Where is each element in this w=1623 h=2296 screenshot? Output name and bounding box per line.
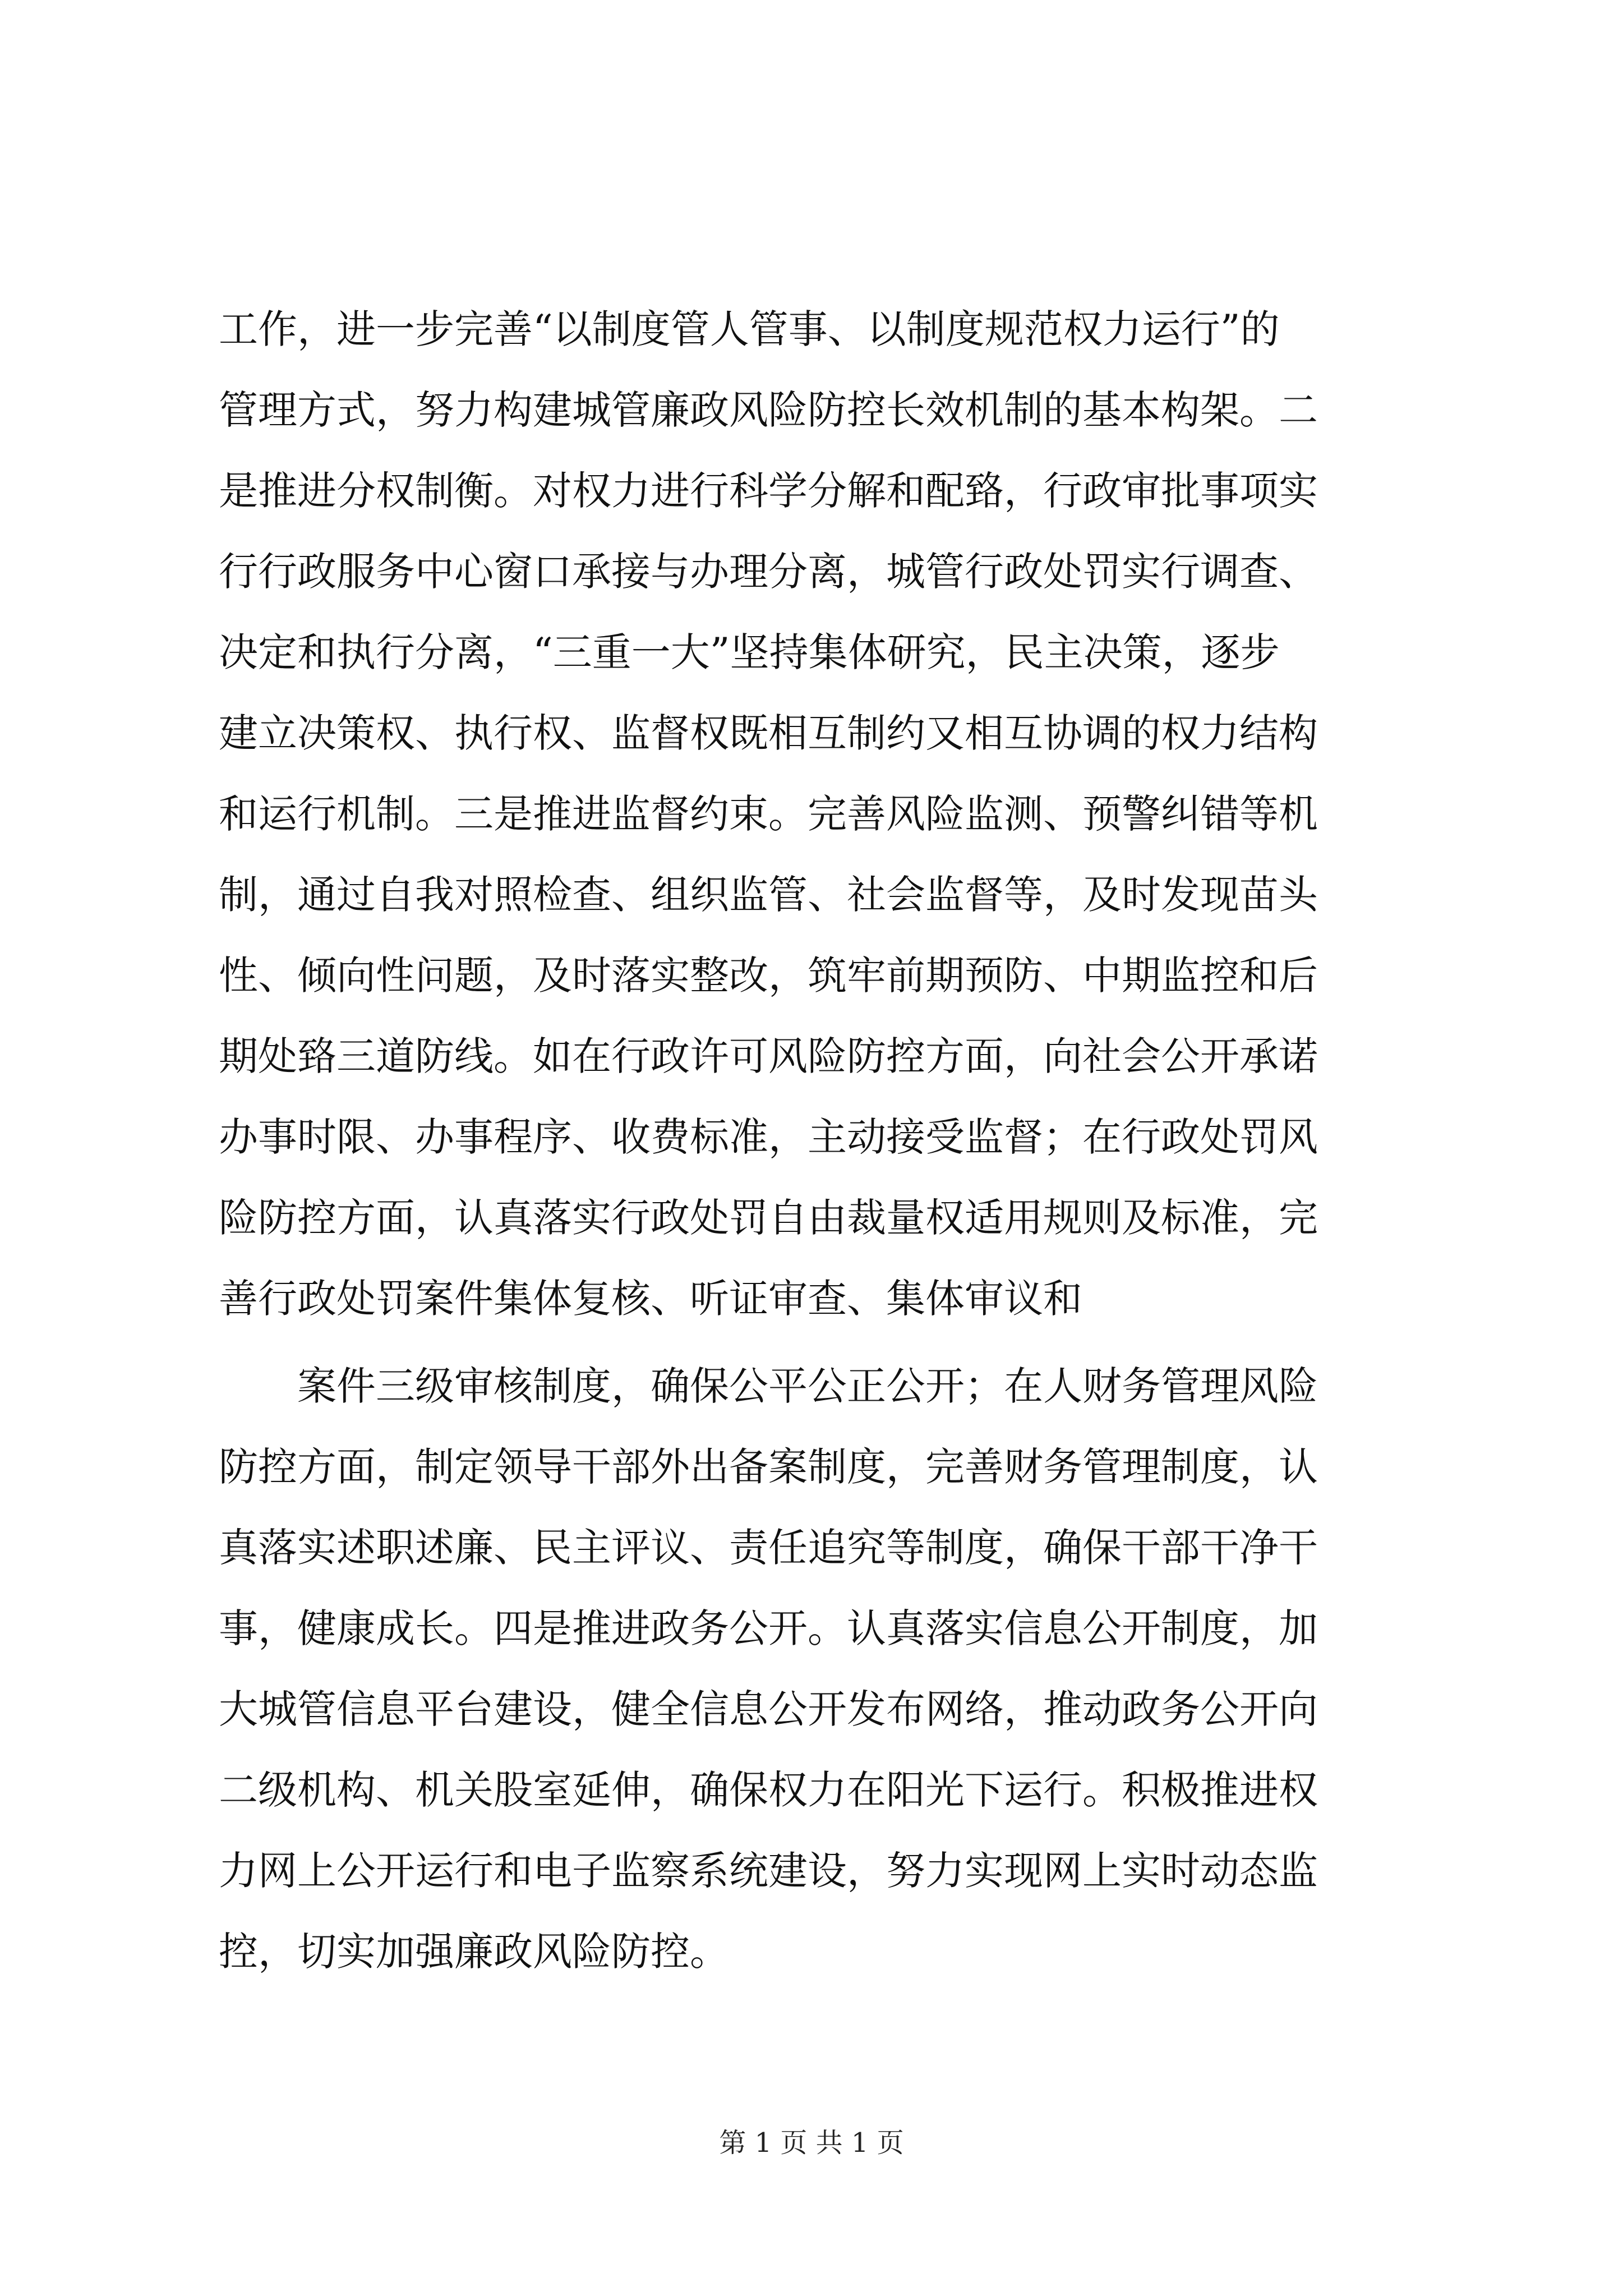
text-line: 善行政处罚案件集体复核、听证审查、集体审议和 — [219, 1276, 1082, 1322]
text-line: 工作，进一步完善“以制度管人管事、以制度规范权力运行”的 — [219, 306, 1280, 352]
text-line: 防控方面，制定领导干部外出备案制度，完善财务管理制度，认 — [219, 1444, 1318, 1490]
text-line: 办事时限、办事程序、收费标准，主动接受监督；在行政处罚风 — [219, 1114, 1318, 1160]
paragraph-1 — [219, 289, 1419, 1339]
text-line: 案件三级审核制度，确保公平公正公开；在人财务管理风险 — [297, 1363, 1318, 1409]
text-line: 制，通过自我对照检查、组织监管、社会监督等，及时发现苗头 — [219, 872, 1318, 918]
text-line: 二级机构、机关股室延伸，确保权力在阳光下运行。积极推进权 — [219, 1767, 1318, 1813]
text-line: 管理方式，努力构建城管廉政风险防控长效机制的基本构架。二 — [219, 387, 1318, 433]
page-footer: 第 1 页 共 1 页 — [719, 2127, 904, 2159]
text-line: 决定和执行分离，“三重一大”坚持集体研究，民主决策，逐步 — [219, 629, 1280, 675]
text-line: 事，健康成长。四是推进政务公开。认真落实信息公开制度，加 — [219, 1605, 1318, 1651]
text-line: 是推进分权制衡。对权力进行科学分解和配臵，行政审批事项实 — [219, 468, 1318, 514]
text-line: 控，切实加强廉政风险防控。 — [219, 1929, 729, 1975]
text-line: 大城管信息平台建设，健全信息公开发布网络，推动政务公开向 — [219, 1686, 1318, 1732]
text-line: 行行政服务中心窗口承接与办理分离，城管行政处罚实行调查、 — [219, 549, 1318, 595]
text-line: 力网上公开运行和电子监察系统建设，努力实现网上实时动态监 — [219, 1848, 1318, 1894]
text-line: 真落实述职述廉、民主评议、责任追究等制度，确保干部干净干 — [219, 1525, 1318, 1571]
text-line: 建立决策权、执行权、监督权既相互制约又相互协调的权力结构 — [219, 710, 1318, 756]
paragraph-2 — [219, 1346, 1419, 1992]
text-line: 期处臵三道防线。如在行政许可风险防控方面，向社会公开承诺 — [219, 1033, 1318, 1079]
text-line: 和运行机制。三是推进监督约束。完善风险监测、预警纠错等机 — [219, 791, 1318, 837]
document-body — [219, 289, 1419, 1992]
text-line: 险防控方面，认真落实行政处罚自由裁量权适用规则及标准，完 — [219, 1195, 1318, 1241]
text-line: 性、倾向性问题，及时落实整改，筑牢前期预防、中期监控和后 — [219, 953, 1318, 999]
